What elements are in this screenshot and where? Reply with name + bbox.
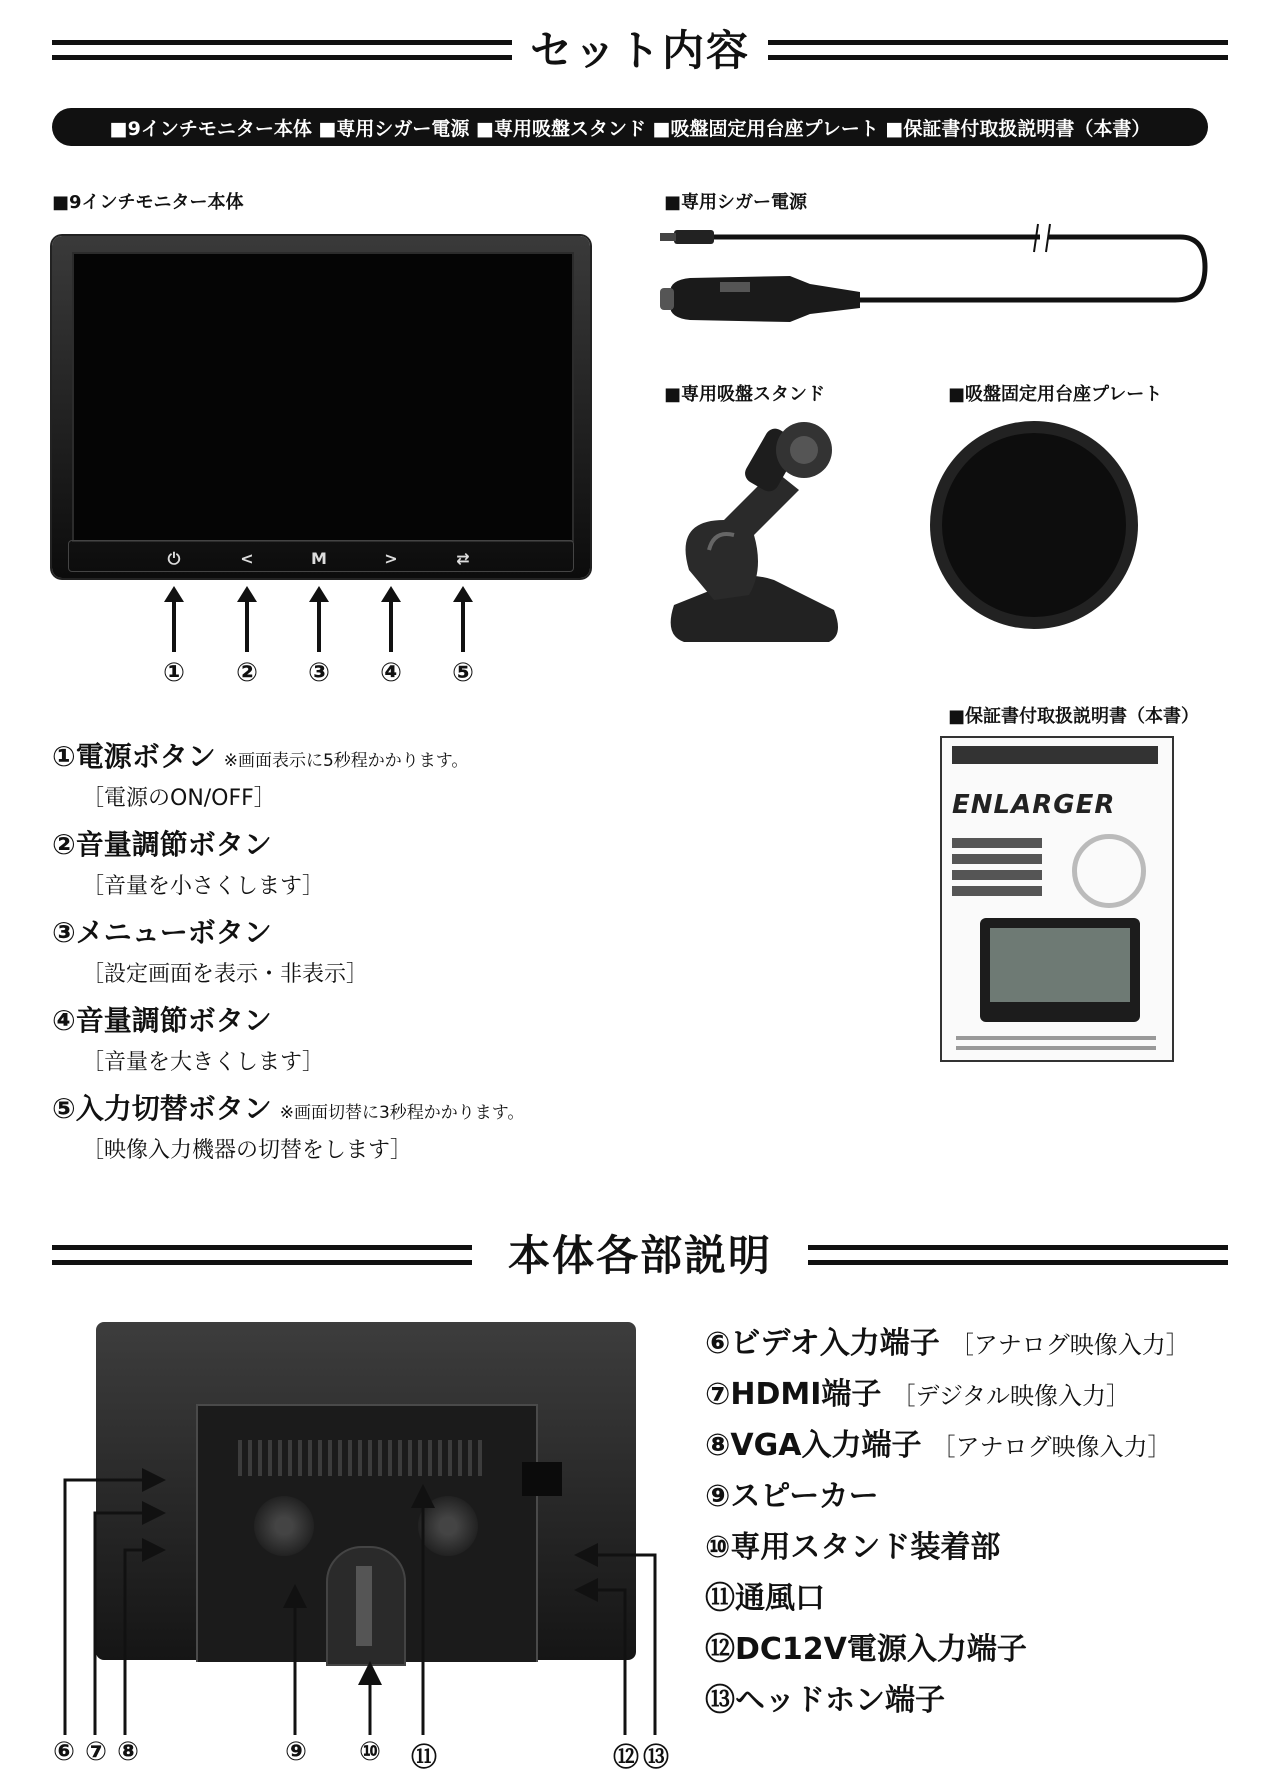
part-item [705,1318,1190,1369]
button-desc-note: ※画面表示に5秒程かかります。 [223,751,469,771]
button-desc-name: ①電源ボタン [52,740,216,773]
part-desc: ［アナログ映像入力］ [949,1331,1190,1359]
part-item [705,1420,1190,1471]
caption-cigar-power: ■専用シガー電源 [664,192,808,213]
callout-number: ⑧ [116,1737,139,1767]
part-name: ⑬ヘッドホン端子 [705,1683,945,1718]
button-desc-text: ［音量を小さくします］ [82,874,325,899]
button-desc-note: ※画面切替に3秒程かかります。 [279,1103,525,1123]
part-name: ⑧VGA入力端子 [705,1428,922,1463]
part-item [705,1369,1190,1420]
button-desc-name: ⑤入力切替ボタン [52,1092,272,1125]
callout-number: ④ [379,658,402,688]
part-name: ⑩専用スタンド装着部 [705,1530,1001,1565]
button-desc-input [52,1087,524,1164]
monitor-front-image [52,236,590,578]
callout-number: ③ [307,658,330,688]
button-desc-text: ［電源のON/OFF］ [82,786,276,811]
arrow-up-icon [172,600,176,652]
caption-base-plate: ■吸盤固定用台座プレート [948,384,1163,405]
button-desc-volume-down [52,823,324,900]
part-name: ⑫DC12V電源入力端子 [705,1632,1027,1667]
button-desc-name: ④音量調節ボタン [52,1004,272,1037]
arrow-up-icon [389,600,393,652]
callout-number: ⑨ [284,1737,307,1767]
section-header-contents [0,18,1280,78]
button-desc-text: ［音量を大きくします］ [82,1050,325,1075]
menu-button-icon: M [311,549,327,568]
button-desc-name: ②音量調節ボタン [52,828,272,861]
part-item [705,1573,1190,1624]
part-name: ⑨スピーカー [705,1479,879,1514]
arrow-up-icon [317,600,321,652]
callout-number: ⑪ [410,1743,437,1773]
volume-up-button-icon: > [384,549,398,568]
button-desc-power [52,735,468,812]
volume-down-button-icon: < [240,549,254,568]
part-desc: ［デジタル映像入力］ [891,1382,1130,1410]
part-name: ⑦HDMI端子 [705,1377,882,1412]
button-desc-text: ［映像入力機器の切替をします］ [82,1138,413,1163]
part-name: ⑥ビデオ入力端子 [705,1326,940,1361]
callout-number: ⑩ [358,1737,381,1767]
part-item [705,1522,1190,1573]
manual-booklet-image [940,736,1174,1062]
part-item [705,1675,1190,1726]
button-desc-menu [52,911,368,988]
suction-stand-image [654,410,864,650]
part-item [705,1471,1190,1522]
callout-number: ⑦ [84,1737,107,1767]
callout-number: ⑬ [642,1743,669,1773]
input-button-icon: ⇄ [456,549,470,568]
callout-number: ⑤ [451,658,474,688]
rear-callout-lines [50,1455,670,1745]
caption-monitor: ■9インチモニター本体 [52,192,244,213]
button-desc-text: ［設定画面を表示・非表示］ [82,962,369,987]
section-header-parts [0,1223,1280,1283]
part-name: ⑪通風口 [705,1581,825,1616]
section-title-contents: セット内容 [529,26,750,75]
callout-number: ② [235,658,258,688]
cigar-power-cable-image [660,222,1220,322]
arrow-up-icon [461,600,465,652]
callout-number: ⑫ [612,1743,639,1773]
part-desc: ［アナログ映像入力］ [931,1433,1172,1461]
callout-number: ① [162,658,185,688]
caption-manual: ■保証書付取扱説明書（本書） [948,706,1200,727]
arrow-up-icon [245,600,249,652]
button-desc-name: ③メニューボタン [52,916,272,949]
caption-suction-stand: ■専用吸盤スタンド [664,384,826,405]
callout-number: ⑥ [52,1737,75,1767]
base-plate-image [924,420,1144,640]
manual-brand-logo: ENLARGER [952,790,1116,820]
parts-list [705,1318,1190,1726]
part-item [705,1624,1190,1675]
button-desc-volume-up [52,999,324,1076]
power-button-icon: ⏻ [167,549,181,568]
monitor-screen [72,252,574,542]
contents-list-pill: ■9インチモニター本体 ■専用シガー電源 ■専用吸盤スタンド ■吸盤固定用台座プレート ■保証書付取扱説明書（本書） [52,108,1208,146]
section-title-parts: 本体各部説明 [507,1231,772,1280]
